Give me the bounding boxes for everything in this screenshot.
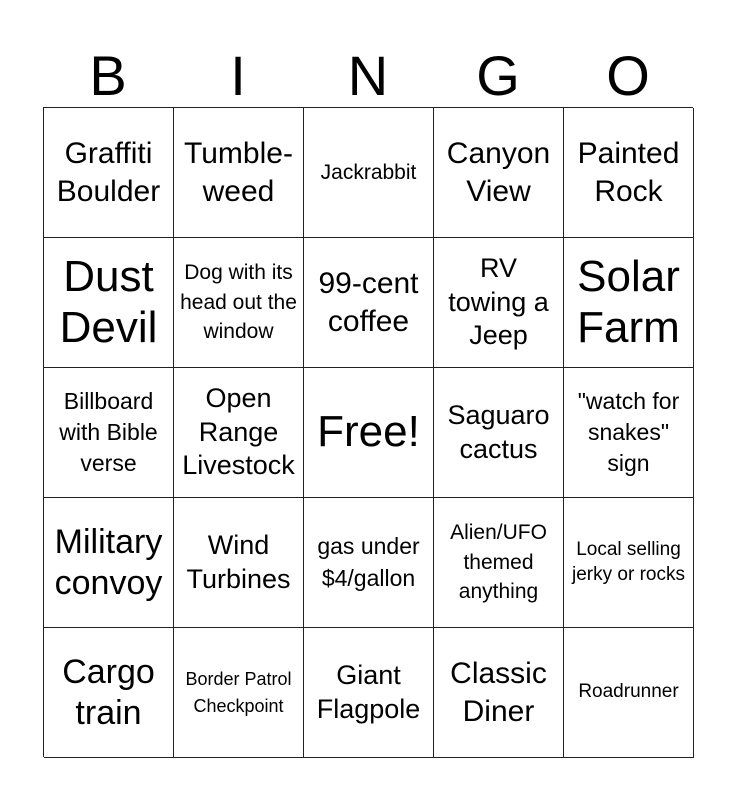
bingo-cell[interactable] bbox=[564, 498, 694, 628]
cell-label: Giant Flagpole bbox=[316, 659, 421, 724]
cell-label: Solar Farm bbox=[577, 251, 680, 352]
cell-label: 99-cent coffee bbox=[318, 267, 419, 338]
bingo-cell[interactable] bbox=[564, 368, 694, 498]
cell-label: Military convoy bbox=[54, 523, 163, 602]
bingo-cell[interactable] bbox=[174, 108, 304, 238]
bingo-cell[interactable] bbox=[304, 498, 434, 628]
header-letter-g: G bbox=[476, 44, 520, 107]
cell-label: Border Patrol Checkpoint bbox=[185, 668, 292, 716]
cell-label: Local selling jerky or rocks bbox=[572, 538, 685, 585]
cell-label: "watch for snakes" sign bbox=[577, 387, 680, 477]
bingo-cell[interactable] bbox=[174, 498, 304, 628]
bingo-cell[interactable] bbox=[304, 238, 434, 368]
cell-label: Dog with its head out the window bbox=[180, 261, 297, 344]
cell-label: gas under $4/gallon bbox=[317, 533, 420, 591]
cell-label: Alien/UFO themed anything bbox=[450, 521, 547, 604]
cell-label: Classic Diner bbox=[450, 657, 547, 728]
cell-label: Open Range Livestock bbox=[182, 382, 295, 481]
bingo-cell[interactable] bbox=[434, 628, 564, 758]
free-space-label: Free! bbox=[317, 407, 420, 457]
bingo-cell[interactable] bbox=[434, 108, 564, 238]
cell-label: Jackrabbit bbox=[320, 160, 417, 184]
cell-label: Dust Devil bbox=[59, 251, 158, 352]
bingo-cell[interactable] bbox=[174, 238, 304, 368]
cell-label: Canyon View bbox=[446, 137, 551, 208]
cell-label: Graffiti Boulder bbox=[56, 137, 161, 208]
header-letter-n: N bbox=[347, 44, 389, 107]
bingo-cell[interactable] bbox=[304, 628, 434, 758]
cell-label: RV towing a Jeep bbox=[448, 252, 549, 351]
bingo-cell[interactable] bbox=[564, 238, 694, 368]
bingo-cell[interactable] bbox=[174, 368, 304, 498]
bingo-cell[interactable] bbox=[44, 108, 174, 238]
cell-label: Tumble-weed bbox=[184, 137, 293, 208]
bingo-cell-free[interactable] bbox=[304, 368, 434, 498]
bingo-cell[interactable] bbox=[44, 238, 174, 368]
cell-label: Saguaro cactus bbox=[447, 399, 550, 464]
bingo-cell[interactable] bbox=[564, 108, 694, 238]
header-letter-b: B bbox=[89, 44, 127, 107]
bingo-header bbox=[43, 44, 693, 108]
bingo-cell[interactable] bbox=[174, 628, 304, 758]
bingo-cell[interactable] bbox=[564, 628, 694, 758]
bingo-cell[interactable] bbox=[44, 628, 174, 758]
cell-label: Billboard with Bible verse bbox=[59, 387, 158, 477]
cell-label: Cargo train bbox=[62, 653, 155, 732]
bingo-cell[interactable] bbox=[44, 498, 174, 628]
bingo-cell[interactable] bbox=[434, 238, 564, 368]
cell-label: Wind Turbines bbox=[186, 529, 291, 594]
header-letter-o: O bbox=[606, 44, 650, 107]
bingo-cell[interactable] bbox=[304, 108, 434, 238]
bingo-cell[interactable] bbox=[434, 368, 564, 498]
header-letter-i: I bbox=[230, 44, 246, 107]
bingo-cell[interactable] bbox=[44, 368, 174, 498]
cell-label: Painted Rock bbox=[577, 137, 680, 208]
bingo-board bbox=[43, 107, 693, 757]
cell-label: Roadrunner bbox=[578, 681, 679, 703]
bingo-cell[interactable] bbox=[434, 498, 564, 628]
